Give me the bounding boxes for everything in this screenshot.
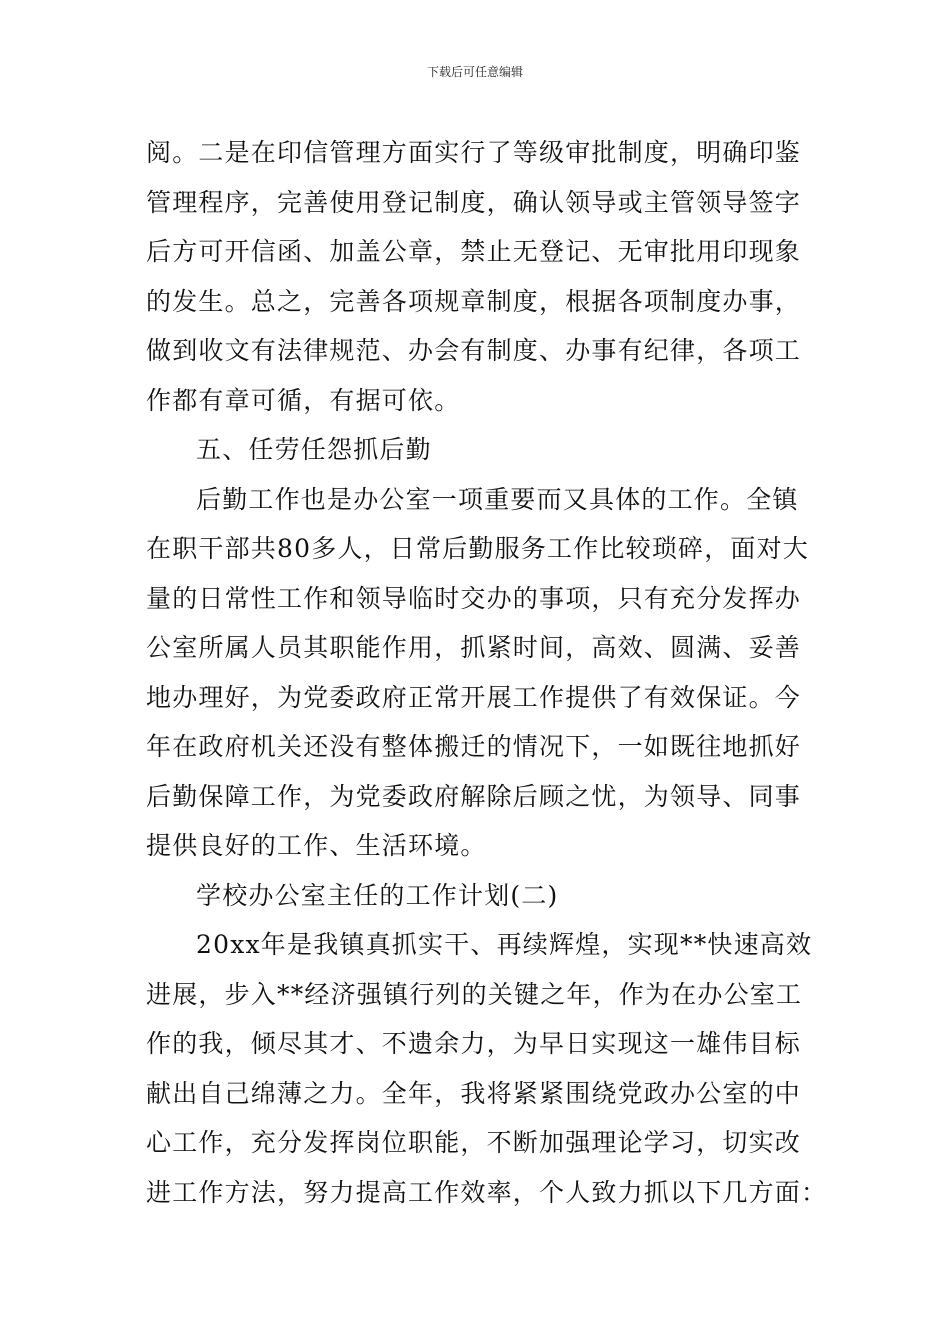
paragraph-line: 管理程序，完善使用登记制度，确认领导或主管领导签字 xyxy=(146,187,802,217)
paragraph-line: 的发生。总之，完善各项规章制度，根据各项制度办事， xyxy=(146,286,802,316)
paragraph-line: 年在政府机关还没有整体搬迁的情况下，一如既往地抓好 xyxy=(146,732,802,761)
paragraph-line: 量的日常性工作和领导临时交办的事项，只有充分发挥办 xyxy=(146,583,802,613)
section-heading: 五、任劳任怨抓后勤 xyxy=(196,435,432,464)
paragraph-line: 作都有章可循，有据可依。 xyxy=(146,385,461,415)
paragraph-line: 后方可开信函、加盖公章，禁止无登记、无审批用印现象 xyxy=(146,237,802,266)
paragraph-line: 20xx年是我镇真抓实干、再续辉煌，实现**快速高效 xyxy=(196,930,813,959)
section-title: 学校办公室主任的工作计划(二) xyxy=(196,880,559,910)
paragraph-line: 提供良好的工作、生活环境。 xyxy=(146,831,487,860)
paragraph-line: 作的我，倾尽其才、不遗余力，为早日实现这一雄伟目标 xyxy=(146,1029,802,1058)
paragraph-line: 在职干部共80多人，日常后勤服务工作比较琐碎，面对大 xyxy=(146,534,810,563)
paragraph-line: 进展，步入**经济强镇行列的关键之年，作为在办公室工 xyxy=(146,979,803,1009)
paragraph-line: 阅。二是在印信管理方面实行了等级审批制度，明确印鉴 xyxy=(146,138,802,167)
paragraph-line: 后勤保障工作，为党委政府解除后顾之忧，为领导、同事 xyxy=(146,781,802,811)
paragraph-line: 做到收文有法律规范、办会有制度、办事有纪律，各项工 xyxy=(146,336,802,365)
paragraph-line: 心工作，充分发挥岗位职能，不断加强理论学习，切实改 xyxy=(146,1128,802,1157)
paragraph-line: 后勤工作也是办公室一项重要而又具体的工作。全镇 xyxy=(196,484,799,514)
paragraph-line: 公室所属人员其职能作用，抓紧时间，高效、圆满、妥善 xyxy=(146,633,802,662)
paragraph-line: 献出自己绵薄之力。全年，我将紧紧围绕党政办公室的中 xyxy=(146,1078,802,1108)
paragraph-line: 地办理好，为党委政府正常开展工作提供了有效保证。今 xyxy=(146,682,802,712)
paragraph-line: 进工作方法，努力提高工作效率，个人致力抓以下几方面： xyxy=(146,1177,828,1207)
document-body xyxy=(146,128,828,1217)
header-note: 下载后可任意编辑 xyxy=(426,65,523,79)
